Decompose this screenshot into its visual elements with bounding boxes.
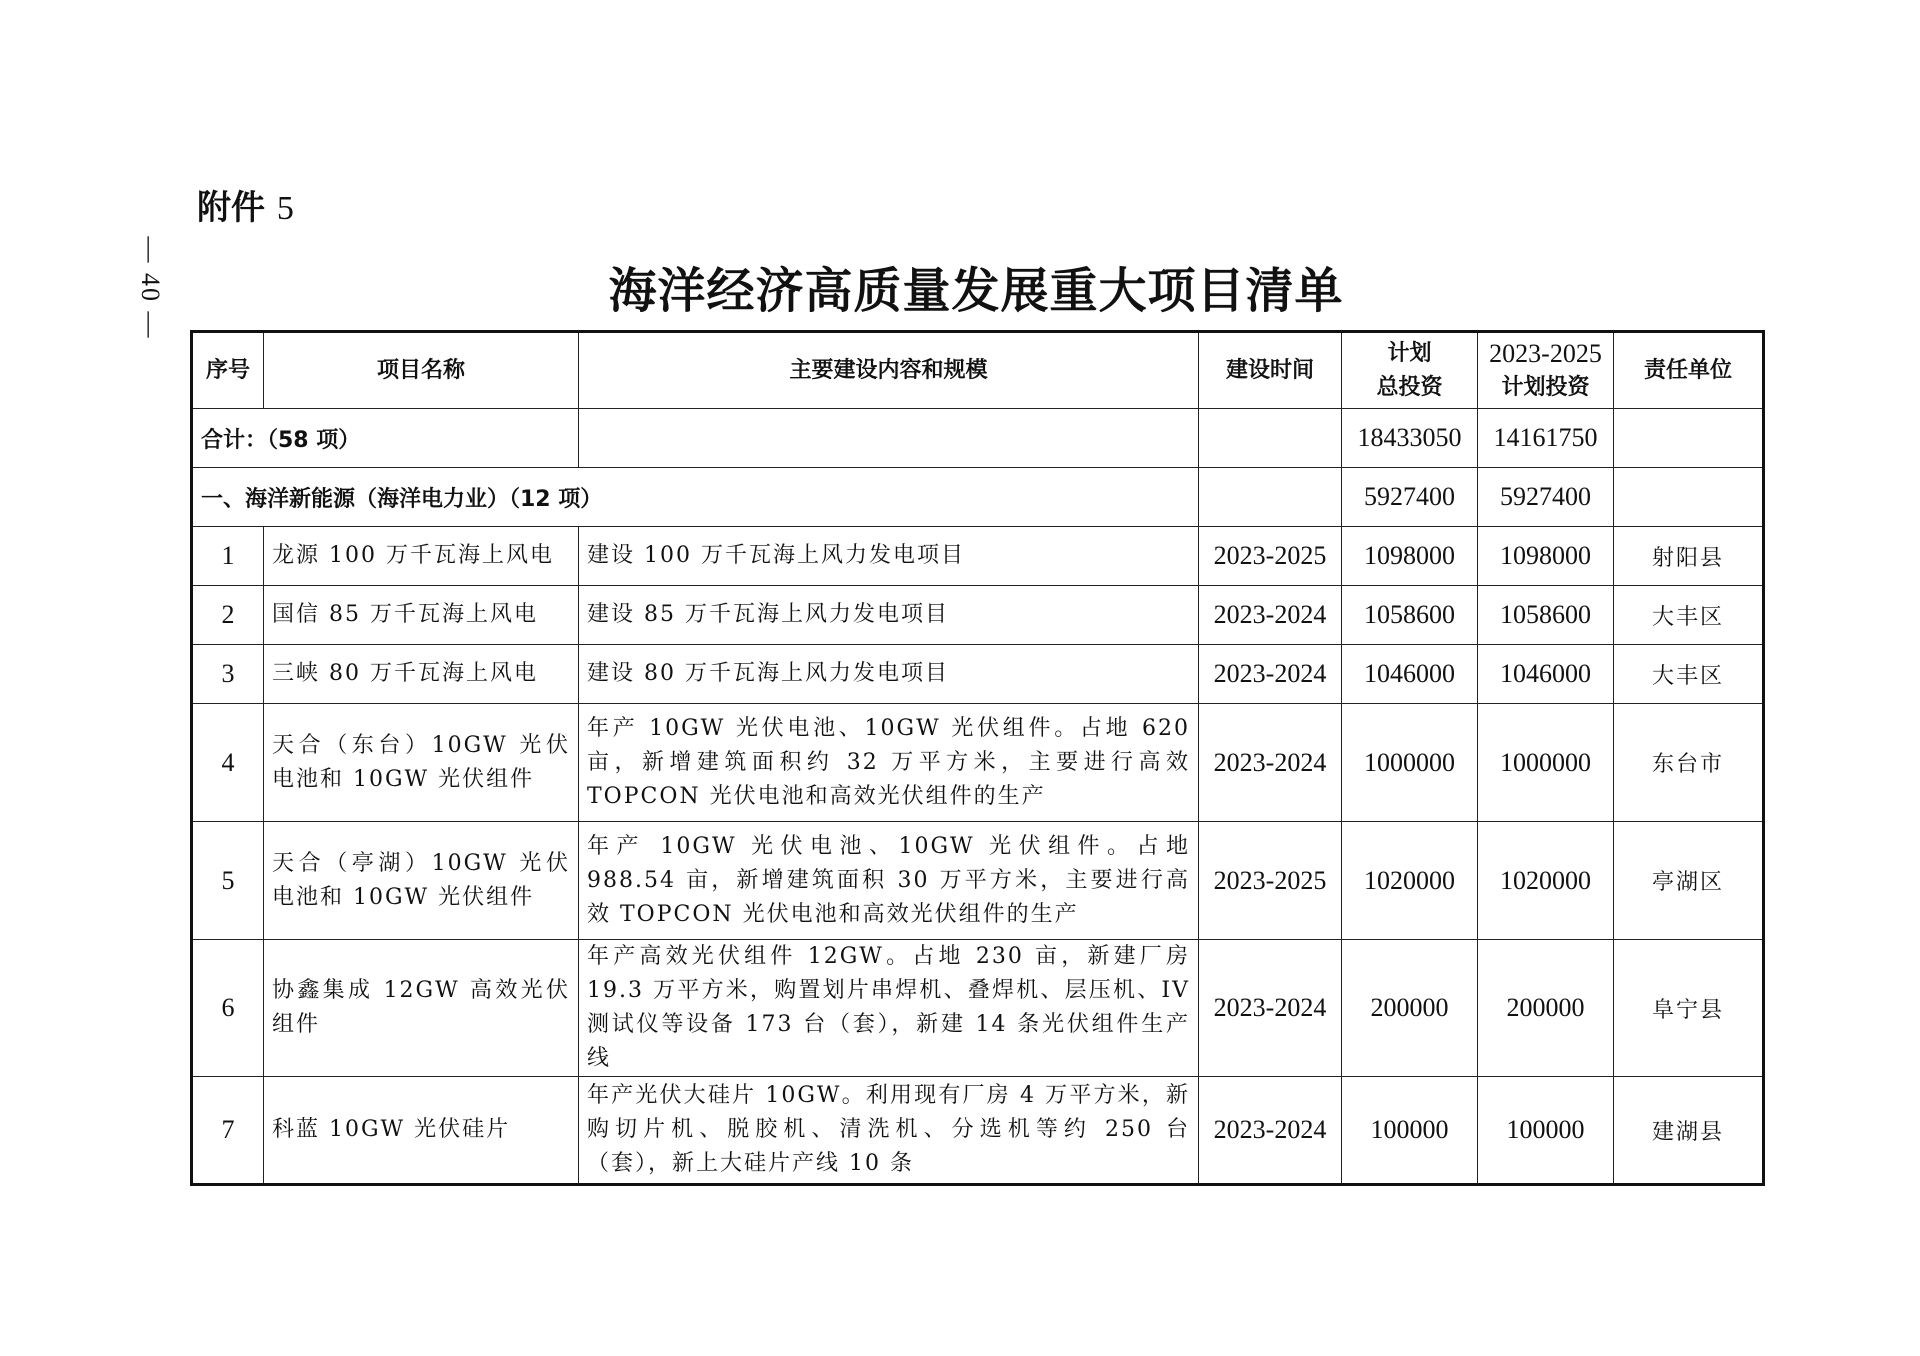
cell-content: 年产高效光伏组件 12GW。占地 230 亩，新建厂房 19.3 万平方米，购置划片串焊机、叠焊机、层压机、IV 测试仪等设备 173 台（套），新建 14 条光伏组件生产线 [579, 940, 1199, 1077]
header-time: 建设时间 [1199, 332, 1342, 409]
total-content-empty [579, 409, 1199, 468]
cell-plan-investment: 1058600 [1478, 586, 1614, 645]
section-total-investment: 5927400 [1342, 468, 1478, 527]
cell-total-investment: 200000 [1342, 940, 1478, 1077]
cell-time: 2023-2024 [1199, 586, 1342, 645]
attachment-label [197, 180, 294, 229]
cell-time: 2023-2025 [1199, 822, 1342, 940]
section-row [192, 468, 1764, 527]
table-row [192, 645, 1764, 704]
table-row [192, 527, 1764, 586]
table-row [192, 822, 1764, 940]
cell-plan-investment: 200000 [1478, 940, 1614, 1077]
table-row [192, 586, 1764, 645]
cell-content: 年产 10GW 光伏电池、10GW 光伏组件。占地 620 亩，新增建筑面积约 32 万平方米，主要进行高效 TOPCON 光伏电池和高效光伏组件的生产 [579, 704, 1199, 822]
total-total-investment: 18433050 [1342, 409, 1478, 468]
total-plan-investment: 14161750 [1478, 409, 1614, 468]
total-label: 合计：（58 项） [192, 409, 579, 468]
cell-seq: 3 [192, 645, 264, 704]
cell-unit: 建湖县 [1614, 1077, 1764, 1185]
section-label: 一、海洋新能源（海洋电力业）（12 项） [192, 468, 1199, 527]
cell-total-investment: 1020000 [1342, 822, 1478, 940]
cell-unit: 东台市 [1614, 704, 1764, 822]
cell-seq: 2 [192, 586, 264, 645]
cell-seq: 4 [192, 704, 264, 822]
cell-project-name: 天合（亭湖）10GW 光伏电池和 10GW 光伏组件 [264, 822, 579, 940]
cell-project-name: 国信 85 万千瓦海上风电 [264, 586, 579, 645]
attachment-prefix: 附件 [197, 188, 265, 228]
cell-project-name: 天合（东台）10GW 光伏电池和 10GW 光伏组件 [264, 704, 579, 822]
total-row [192, 409, 1764, 468]
section-unit-empty [1614, 468, 1764, 527]
header-name: 项目名称 [264, 332, 579, 409]
header-unit: 责任单位 [1614, 332, 1764, 409]
cell-content: 年产光伏大硅片 10GW。利用现有厂房 4 万平方米，新购切片机、脱胶机、清洗机、分选机等约 250 台（套），新上大硅片产线 10 条 [579, 1077, 1199, 1185]
cell-unit: 大丰区 [1614, 586, 1764, 645]
cell-content: 建设 80 万千瓦海上风力发电项目 [579, 645, 1199, 704]
cell-unit: 亭湖区 [1614, 822, 1764, 940]
cell-total-investment: 1000000 [1342, 704, 1478, 822]
cell-plan-investment: 1000000 [1478, 704, 1614, 822]
cell-unit: 射阳县 [1614, 527, 1764, 586]
cell-unit: 阜宁县 [1614, 940, 1764, 1077]
header-plan-investment [1478, 332, 1614, 409]
cell-project-name: 协鑫集成 12GW 高效光伏组件 [264, 940, 579, 1077]
header-content: 主要建设内容和规模 [579, 332, 1199, 409]
cell-total-investment: 1046000 [1342, 645, 1478, 704]
cell-seq: 7 [192, 1077, 264, 1185]
cell-project-name: 科蓝 10GW 光伏硅片 [264, 1077, 579, 1185]
cell-total-investment: 1058600 [1342, 586, 1478, 645]
cell-total-investment: 100000 [1342, 1077, 1478, 1185]
total-time-empty [1199, 409, 1342, 468]
cell-seq: 5 [192, 822, 264, 940]
cell-project-name: 龙源 100 万千瓦海上风电 [264, 527, 579, 586]
total-unit-empty [1614, 409, 1764, 468]
header-plan-line2: 计划投资 [1501, 374, 1590, 400]
section-plan-investment: 5927400 [1478, 468, 1614, 527]
cell-project-name: 三峡 80 万千瓦海上风电 [264, 645, 579, 704]
header-total-investment [1342, 332, 1478, 409]
header-plan-line1: 2023-2025 [1489, 338, 1602, 368]
header-seq: 序号 [192, 332, 264, 409]
cell-time: 2023-2024 [1199, 704, 1342, 822]
document-title: 海洋经济高质量发展重大项目清单 [608, 263, 1344, 319]
cell-plan-investment: 1098000 [1478, 527, 1614, 586]
cell-plan-investment: 1046000 [1478, 645, 1614, 704]
cell-seq: 6 [192, 940, 264, 1077]
cell-time: 2023-2024 [1199, 1077, 1342, 1185]
cell-seq: 1 [192, 527, 264, 586]
header-total-line1: 计划 [1387, 340, 1432, 366]
cell-plan-investment: 1020000 [1478, 822, 1614, 940]
cell-time: 2023-2025 [1199, 527, 1342, 586]
table-row [192, 940, 1764, 1077]
project-table [190, 330, 1765, 1186]
table-row [192, 1077, 1764, 1185]
attachment-number: 5 [276, 190, 294, 227]
cell-total-investment: 1098000 [1342, 527, 1478, 586]
cell-content: 建设 85 万千瓦海上风力发电项目 [579, 586, 1199, 645]
header-total-line2: 总投资 [1376, 374, 1443, 400]
cell-unit: 大丰区 [1614, 645, 1764, 704]
header-row [192, 332, 1764, 409]
table-row [192, 704, 1764, 822]
section-time-empty [1199, 468, 1342, 527]
cell-content: 建设 100 万千瓦海上风力发电项目 [579, 527, 1199, 586]
cell-content: 年产 10GW 光伏电池、10GW 光伏组件。占地 988.54 亩，新增建筑面积 30 万平方米，主要进行高效 TOPCON 光伏电池和高效光伏组件的生产 [579, 822, 1199, 940]
page-number-text: — 40 — [136, 236, 165, 340]
cell-plan-investment: 100000 [1478, 1077, 1614, 1185]
cell-time: 2023-2024 [1199, 645, 1342, 704]
cell-time: 2023-2024 [1199, 940, 1342, 1077]
